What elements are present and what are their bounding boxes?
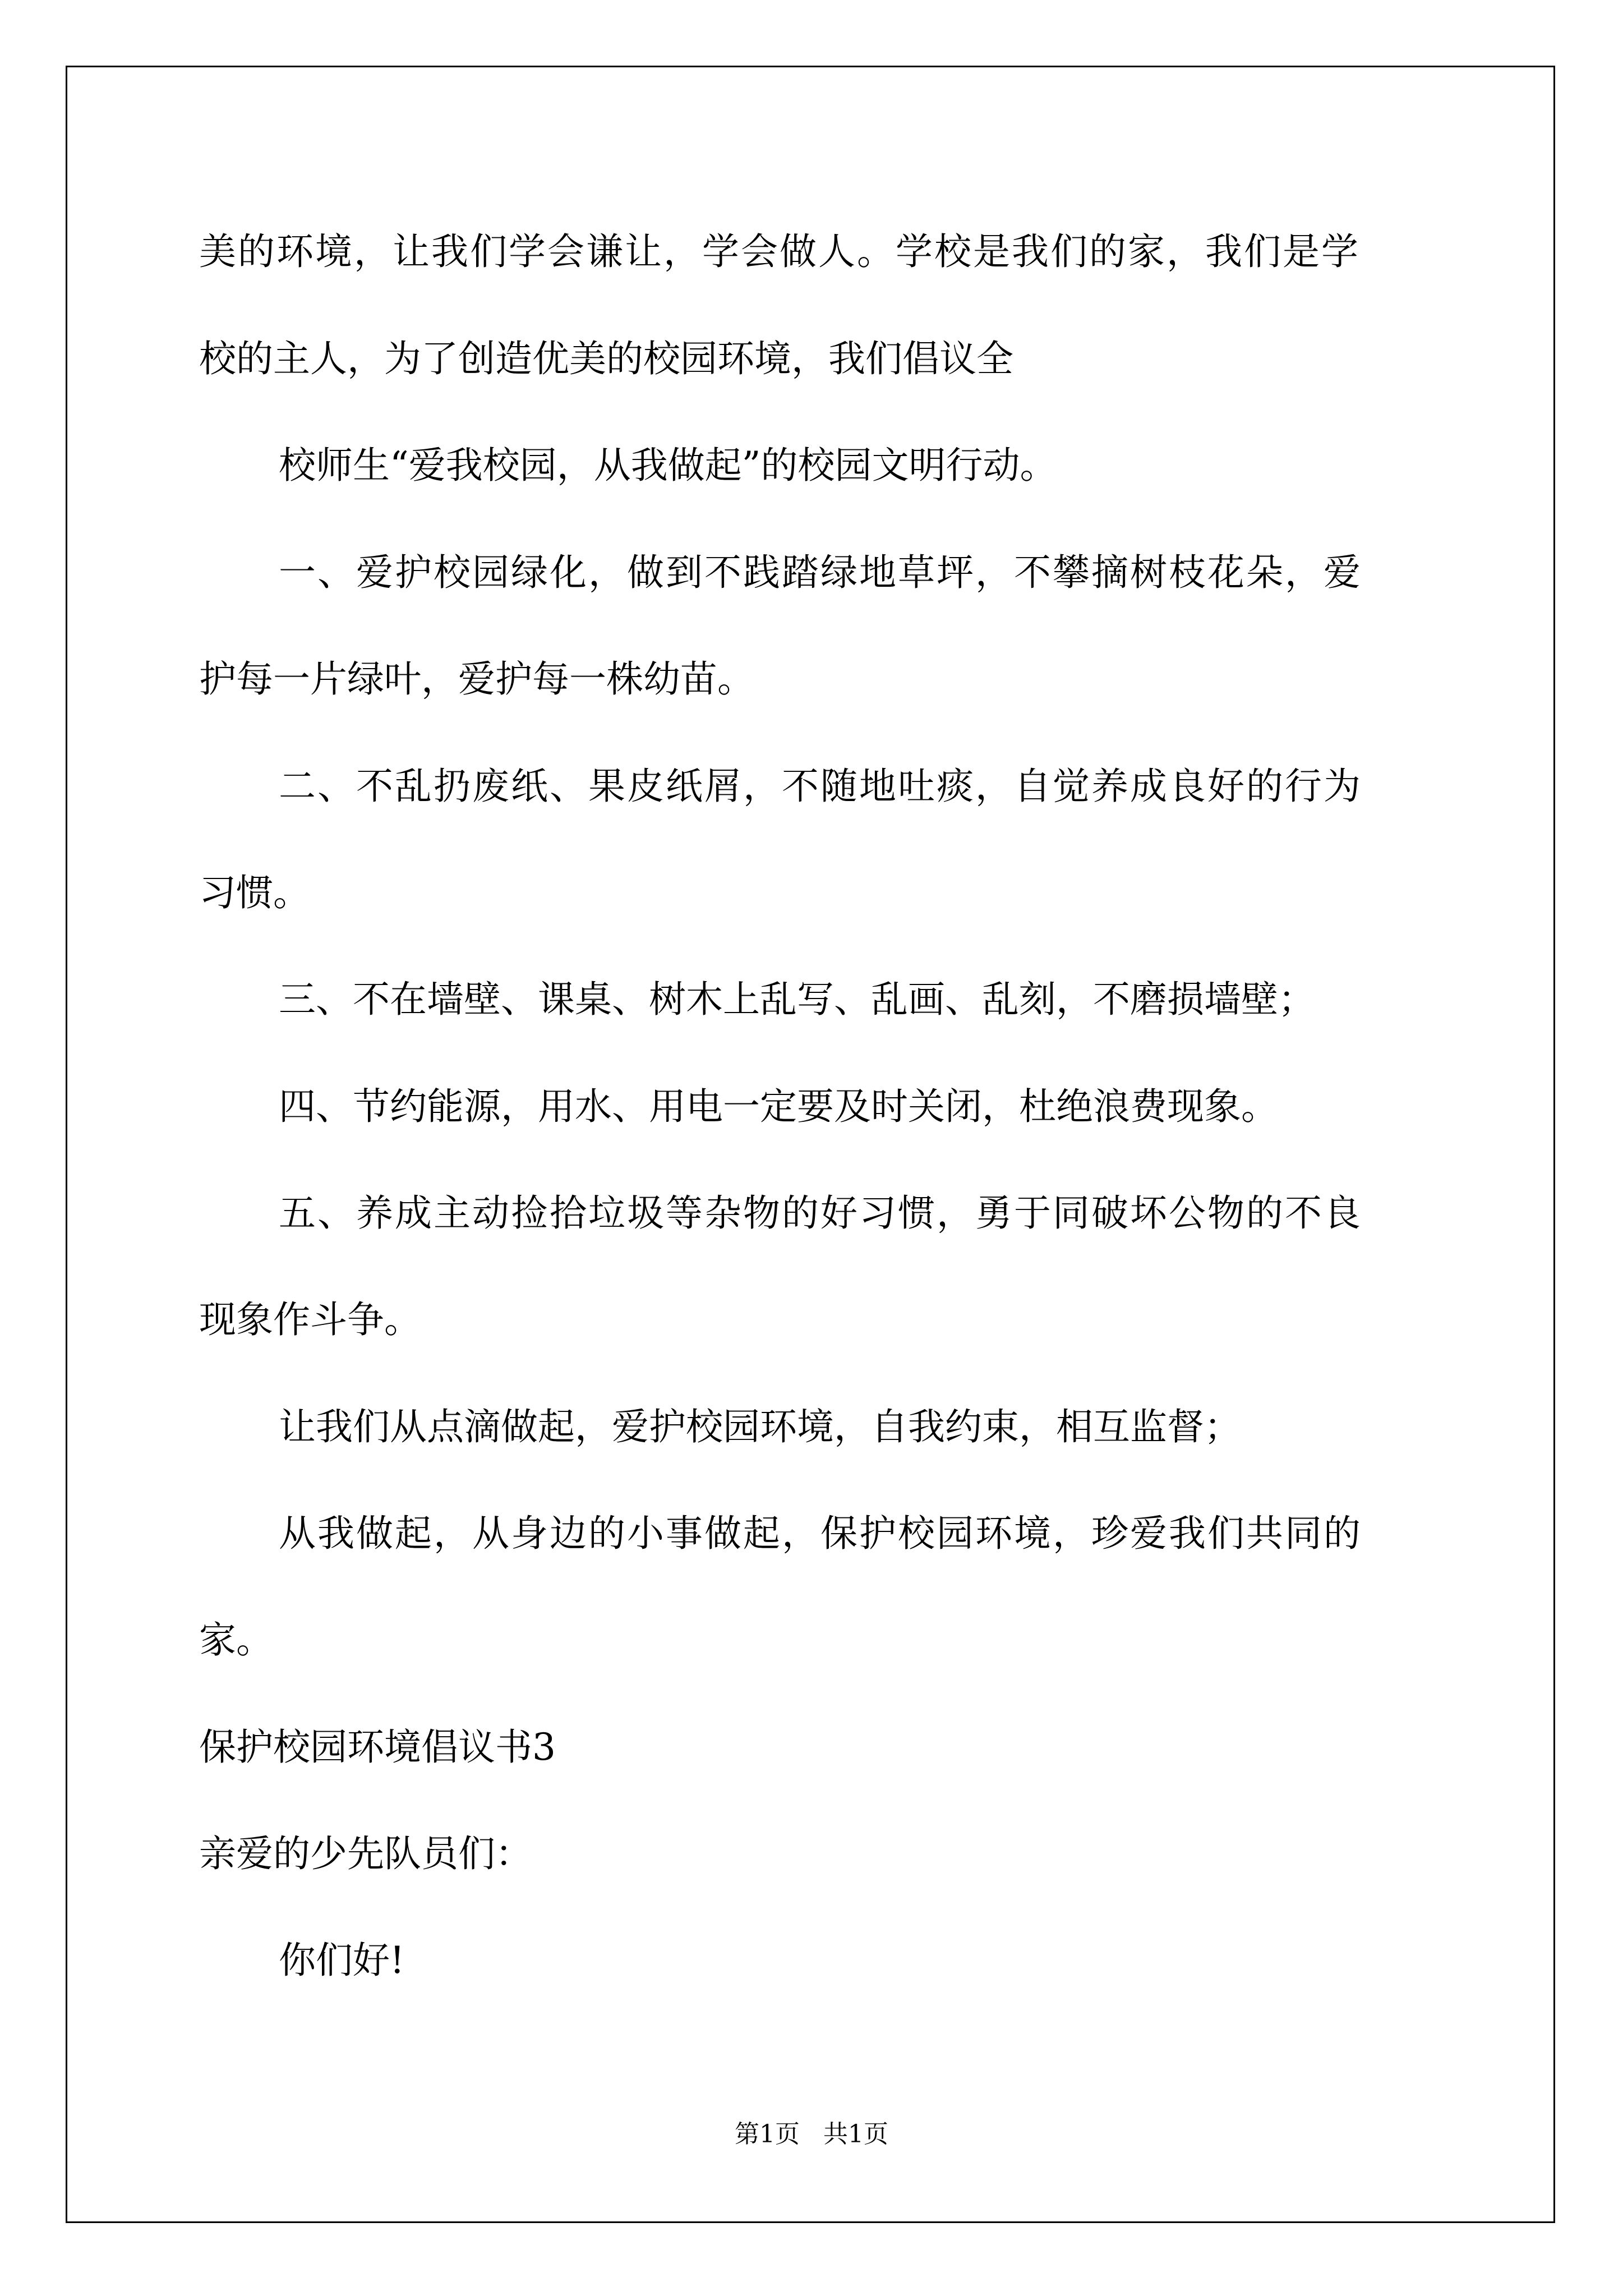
body-line-12: 让我们从点滴做起，爱护校园环境，自我约束，相互监督；: [279, 1405, 1241, 1448]
page-frame: [66, 66, 1555, 2223]
body-line-2: 校的主人，为了创造优美的校园环境，我们倡议全: [199, 337, 1013, 380]
body-line-13: 从我做起，从身边的小事做起，保护校园环境，珍爱我们共同的: [279, 1512, 1362, 1555]
body-line-4: 一、爱护校园绿化，做到不践踏绿地草坪，不攀摘树枝花朵，爱: [279, 551, 1362, 594]
body-line-5: 护每一片绿叶，爱护每一株幼苗。: [199, 657, 754, 701]
greeting: 你们好!: [279, 1939, 405, 1982]
body-line-14: 家。: [199, 1618, 273, 1662]
body-line-7: 习惯。: [199, 871, 310, 914]
body-line-9: 四、节约能源，用水、用电一定要及时关闭，杜绝浪费现象。: [279, 1085, 1278, 1128]
body-line-1: 美的环境，让我们学会谦让，学会做人。学校是我们的家，我们是学: [199, 230, 1360, 273]
section-title: 保护校园环境倡议书3: [199, 1726, 556, 1769]
body-line-11: 现象作斗争。: [199, 1298, 421, 1341]
body-line-8: 三、不在墙壁、课桌、树木上乱写、乱画、乱刻，不磨损墙壁；: [279, 978, 1315, 1021]
body-line-3: 校师生“爱我校园，从我做起”的校园文明行动。: [279, 444, 1057, 487]
salutation: 亲爱的少先队员们：: [199, 1832, 532, 1875]
body-line-10: 五、养成主动捡拾垃圾等杂物的好习惯，勇于同破坏公物的不良: [279, 1191, 1362, 1235]
body-line-6: 二、不乱扔废纸、果皮纸屑，不随地吐痰，自觉养成良好的行为: [279, 765, 1362, 808]
page-number-footer: 第1页 共1页: [735, 2120, 888, 2148]
